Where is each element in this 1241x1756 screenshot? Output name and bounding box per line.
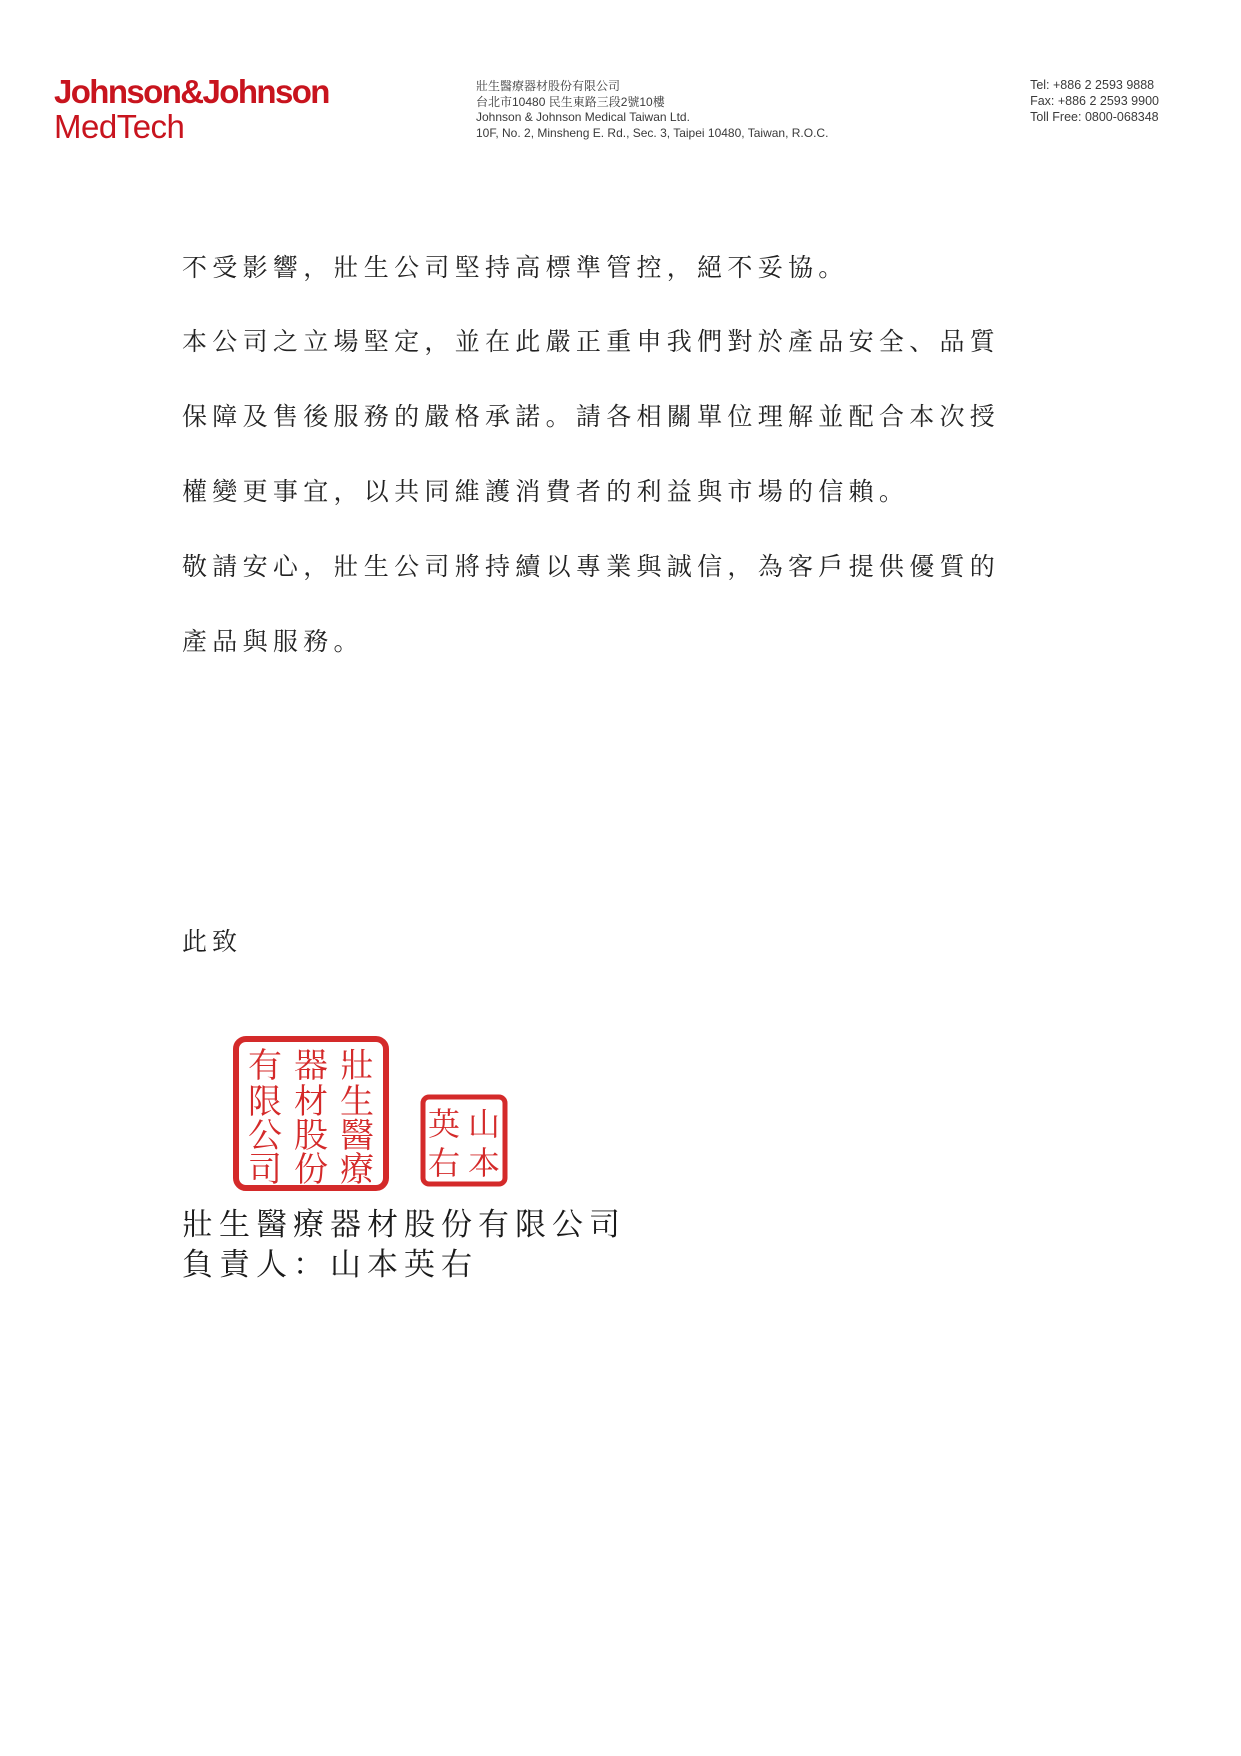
closing-salutation: 此致 <box>182 927 243 956</box>
seal-char: 有 <box>248 1046 282 1086</box>
body-line: 權變更事宜，以共同維護消費者的利益與市場的信賴。 <box>182 477 910 506</box>
seal-char: 醫 <box>340 1116 374 1156</box>
company-logo <box>54 75 329 143</box>
signature-company: 壯生醫療器材股份有限公司 <box>182 1207 626 1243</box>
seal-char: 本 <box>467 1144 501 1182</box>
address-line: Johnson & Johnson Medical Taiwan Ltd. <box>476 110 690 125</box>
seal-char: 壯 <box>340 1046 374 1086</box>
seal-char: 右 <box>427 1144 461 1182</box>
seal-char: 材 <box>294 1082 328 1122</box>
seal-char: 限 <box>248 1082 282 1122</box>
seal-char: 公 <box>248 1116 282 1156</box>
seal-char: 器 <box>294 1046 328 1086</box>
seal-char: 英 <box>427 1105 461 1143</box>
logo-line-2: MedTech <box>54 108 185 145</box>
seal-char: 生 <box>340 1082 374 1122</box>
address-line: 壯生醫療器材股份有限公司 <box>476 79 621 93</box>
body-line: 產品與服務。 <box>182 627 364 656</box>
representative-seal-stamp <box>420 1094 508 1187</box>
logo-line-1: Johnson&Johnson <box>54 73 329 110</box>
toll-free-number: Toll Free: 0800-068348 <box>1030 110 1159 124</box>
body-line: 本公司之立場堅定，並在此嚴正重申我們對於產品安全、品質 <box>182 327 1001 356</box>
seal-char: 山 <box>467 1105 501 1143</box>
company-seal-stamp <box>232 1035 390 1192</box>
seal-char: 司 <box>248 1150 282 1190</box>
seal-char: 股 <box>294 1116 328 1156</box>
address-line: 10F, No. 2, Minsheng E. Rd., Sec. 3, Taipei 10480, Taiwan, R.O.C. <box>476 125 829 140</box>
seal-char: 療 <box>340 1150 374 1190</box>
fax-number: Fax: +886 2 2593 9900 <box>1030 94 1159 108</box>
signature-representative: 負責人：山本英右 <box>182 1247 478 1283</box>
body-line: 敬請安心，壯生公司將持續以專業與誠信，為客戶提供優質的 <box>182 552 1001 581</box>
phone-number: Tel: +886 2 2593 9888 <box>1030 78 1155 92</box>
seal-char: 份 <box>294 1150 328 1190</box>
body-line: 不受影響，壯生公司堅持高標準管控，絕不妥協。 <box>182 253 849 282</box>
contact-info <box>1030 77 1159 125</box>
body-line: 保障及售後服務的嚴格承諾。請各相關單位理解並配合本次授 <box>182 402 1001 431</box>
company-address <box>476 79 828 141</box>
address-line: 台北市10480 民生東路三段2號10樓 <box>476 94 665 109</box>
